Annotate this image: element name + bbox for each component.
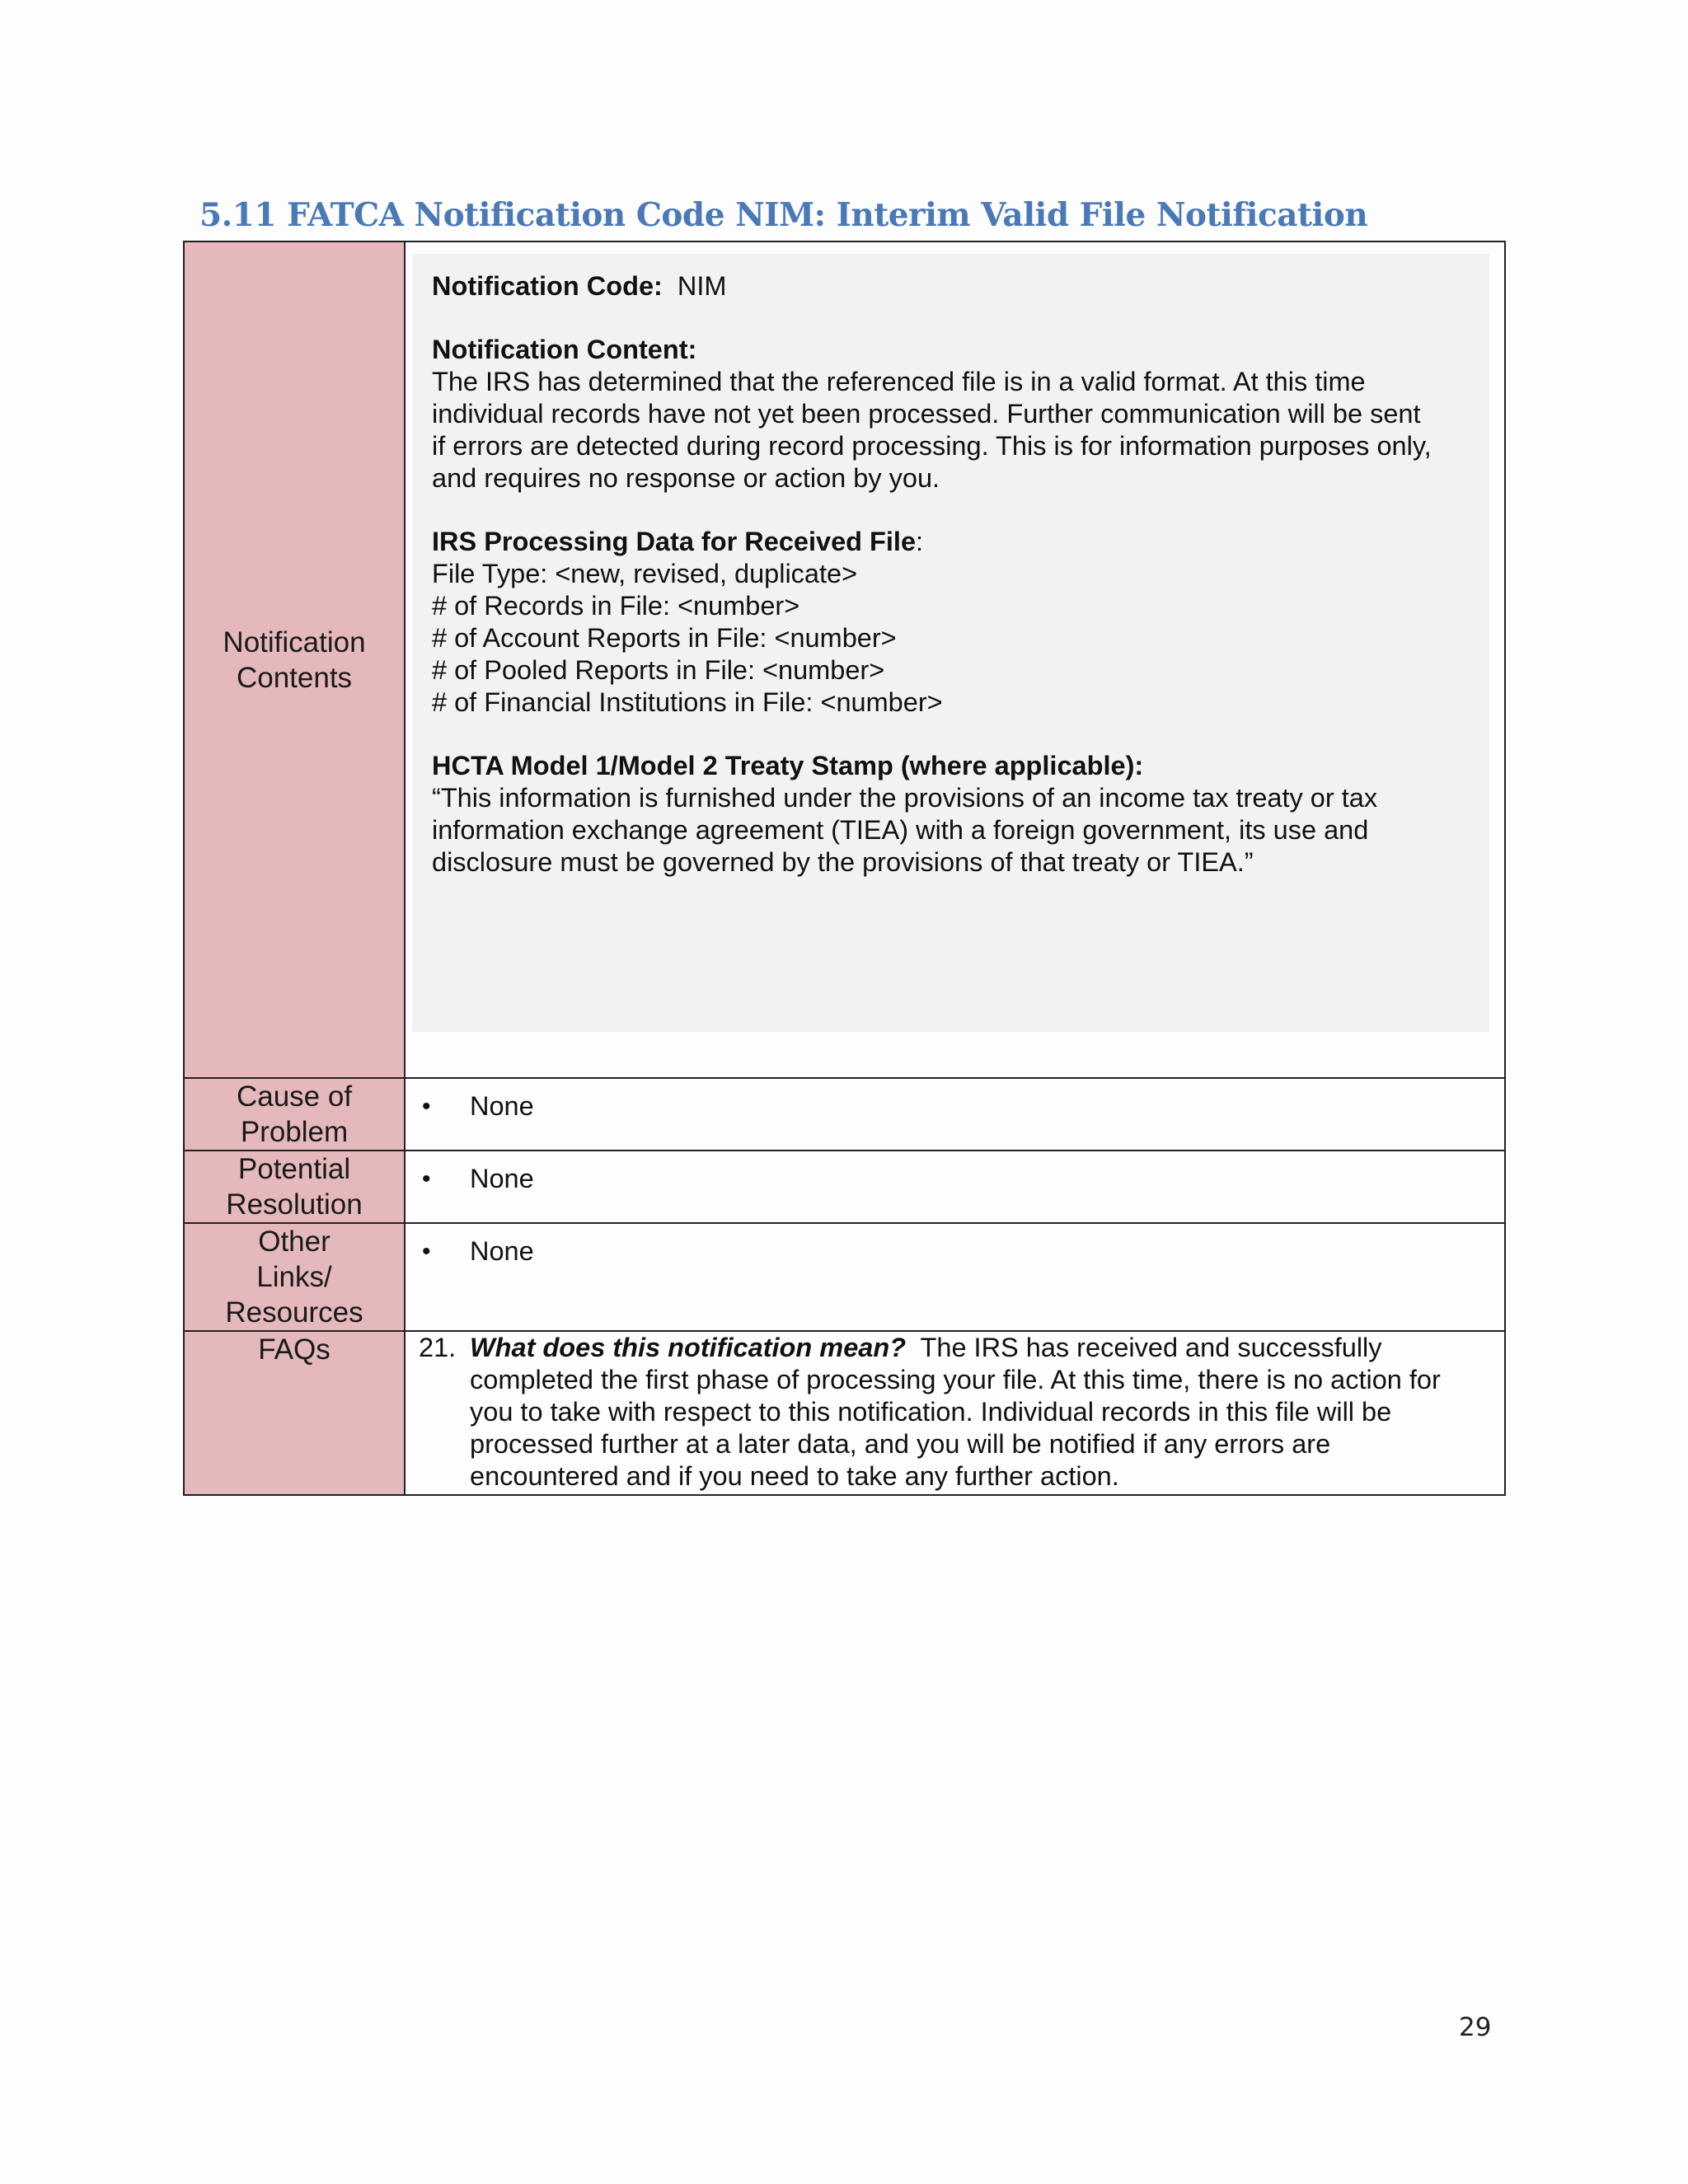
treaty-stamp-line: “This information is furnished under the provisions of an income tax treaty or tax bbox=[432, 783, 1378, 813]
section-heading: 5.11 FATCA Notification Code NIM: Interim Valid File Notification bbox=[199, 196, 1368, 234]
notification-content-line: individual records have not yet been processed. Further communication will be sent bbox=[432, 399, 1421, 429]
row-other-links-resources bbox=[184, 1223, 1505, 1331]
notification-table bbox=[183, 241, 1506, 1496]
potential-resolution-value: None bbox=[470, 1164, 534, 1193]
row-label-line: Cause of bbox=[236, 1080, 353, 1113]
row-label-notification-contents bbox=[184, 241, 405, 1078]
notification-content-label: Notification Content: bbox=[432, 335, 697, 364]
row-faqs bbox=[184, 1331, 1505, 1495]
treaty-stamp-line: information exchange agreement (TIEA) with a foreign government, its use and bbox=[432, 815, 1369, 845]
processing-data-line: # of Financial Institutions in File: <number> bbox=[432, 687, 943, 717]
row-label-line: Links/ bbox=[256, 1261, 332, 1293]
notification-code-label: Notification Code: bbox=[432, 271, 663, 301]
list-item bbox=[406, 1151, 1504, 1210]
processing-data-line: # of Account Reports in File: <number> bbox=[432, 623, 897, 653]
faq-answer-line: completed the first phase of processing your file. At this time, there is no action for bbox=[470, 1365, 1441, 1394]
faqs-cell bbox=[405, 1331, 1505, 1495]
faq-answer-line: processed further at a later data, and you will be notified if any errors are bbox=[470, 1429, 1331, 1459]
notification-code-line bbox=[432, 270, 1470, 302]
notification-content-line: The IRS has determined that the referenced file is in a valid format. At this time bbox=[432, 367, 1366, 396]
row-label-line: Resolution bbox=[226, 1188, 363, 1221]
faq-body bbox=[470, 1332, 1504, 1493]
notification-contents-cell bbox=[405, 241, 1505, 1078]
other-links-resources-cell bbox=[405, 1223, 1505, 1331]
processing-data-line: # of Pooled Reports in File: <number> bbox=[432, 655, 885, 685]
row-label-line: Problem bbox=[240, 1116, 349, 1148]
row-label-faqs bbox=[184, 1331, 405, 1495]
faq-item bbox=[406, 1332, 1504, 1494]
notification-content-line: if errors are detected during record processing. This is for information purposes only, bbox=[432, 431, 1432, 461]
row-label-line: Other bbox=[258, 1226, 331, 1258]
bullet-icon: • bbox=[422, 1238, 431, 1265]
row-label-text: Notification Contents bbox=[223, 626, 366, 694]
faq-first-line bbox=[470, 1332, 1483, 1364]
faq-question: What does this notification mean? bbox=[470, 1333, 907, 1362]
processing-data-label: IRS Processing Data for Received File bbox=[432, 527, 917, 556]
processing-data-colon: : bbox=[916, 527, 924, 556]
bullet-icon: • bbox=[422, 1093, 431, 1120]
row-cause-of-problem bbox=[184, 1078, 1505, 1151]
treaty-stamp-label: HCTA Model 1/Model 2 Treaty Stamp (where applicable): bbox=[432, 751, 1144, 780]
notification-content-box bbox=[412, 254, 1489, 1032]
row-notification-contents bbox=[184, 241, 1505, 1078]
processing-data-line: File Type: <new, revised, duplicate> bbox=[432, 559, 858, 588]
faq-answer-line: you to take with respect to this notification. Individual records in this file will be bbox=[470, 1397, 1392, 1427]
potential-resolution-cell bbox=[405, 1151, 1505, 1223]
bullet-icon: • bbox=[422, 1165, 431, 1193]
row-label-other-links-resources bbox=[184, 1223, 405, 1331]
faq-answer-line: encountered and if you need to take any further action. bbox=[470, 1461, 1119, 1491]
list-item bbox=[406, 1224, 1504, 1282]
row-potential-resolution bbox=[184, 1151, 1505, 1223]
processing-data-heading bbox=[432, 526, 1470, 558]
notification-code-value: NIM bbox=[677, 271, 727, 301]
cause-of-problem-cell bbox=[405, 1078, 1505, 1151]
row-label-potential-resolution bbox=[184, 1151, 405, 1223]
list-item bbox=[406, 1079, 1504, 1137]
page-number: 29 bbox=[1459, 2013, 1492, 2042]
notification-content-line: and requires no response or action by you. bbox=[432, 463, 940, 493]
other-links-resources-value: None bbox=[470, 1236, 534, 1266]
treaty-stamp-line: disclosure must be governed by the provisions of that treaty or TIEA.” bbox=[432, 847, 1254, 877]
cause-of-problem-value: None bbox=[470, 1091, 534, 1121]
faq-answer-line: The IRS has received and successfully bbox=[906, 1333, 1382, 1362]
row-label-line: Resources bbox=[225, 1296, 363, 1329]
faq-number: 21. bbox=[419, 1333, 457, 1362]
processing-data-line: # of Records in File: <number> bbox=[432, 591, 800, 621]
row-label-cause-of-problem bbox=[184, 1078, 405, 1151]
row-label-text: FAQs bbox=[258, 1333, 331, 1366]
row-label-line: Potential bbox=[237, 1153, 351, 1185]
